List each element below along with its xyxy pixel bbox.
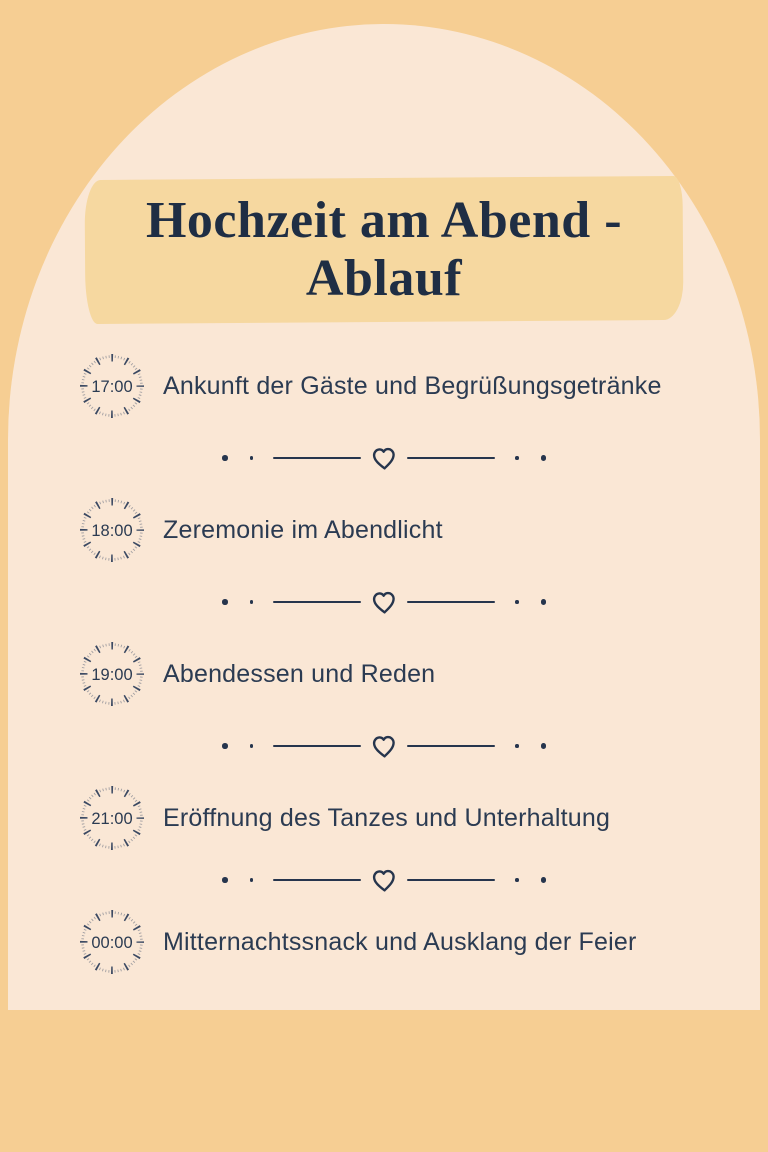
page-title: Hochzeit am Abend - Ablauf (145, 191, 623, 307)
divider-dot (515, 878, 519, 882)
divider-line (407, 601, 495, 604)
divider-dot (250, 744, 254, 748)
divider-dot (222, 743, 228, 749)
heart-divider (72, 865, 696, 895)
timeline-item (72, 642, 696, 706)
divider-dot (250, 600, 254, 604)
clock-icon (80, 498, 144, 562)
title-highlight-brush (85, 176, 684, 324)
clock-icon (80, 786, 144, 850)
divider-dot (250, 456, 254, 460)
clock-icon (80, 354, 144, 418)
heart-divider (72, 731, 696, 761)
heart-outline-icon (368, 442, 400, 474)
timeline-item (72, 910, 696, 974)
item-label: Ankunft der Gäste und Begrüßungsgetränke (163, 371, 662, 400)
divider-dot (222, 877, 228, 883)
heart-divider (72, 443, 696, 473)
item-label: Eröffnung des Tanzes und Unterhaltung (163, 803, 611, 832)
divider-dot (541, 455, 547, 461)
timeline (72, 354, 696, 974)
divider-line (407, 457, 495, 460)
divider-line (407, 745, 495, 748)
divider-dot (515, 600, 519, 604)
divider-dot (541, 599, 547, 605)
item-label: Zeremonie im Abendlicht (163, 515, 443, 544)
heart-divider (72, 587, 696, 617)
divider-dot (250, 878, 254, 882)
clock-icon (80, 642, 144, 706)
heart-outline-icon (368, 730, 400, 762)
timeline-item (72, 354, 696, 418)
divider-dot (222, 599, 228, 605)
time-label: 18:00 (91, 522, 133, 540)
arch-panel (8, 24, 760, 1010)
divider-line (273, 601, 361, 604)
clock-icon (80, 910, 144, 974)
heart-outline-icon (368, 586, 400, 618)
divider-dot (515, 744, 519, 748)
time-label: 19:00 (91, 666, 133, 684)
divider-dot (541, 743, 547, 749)
divider-dot (541, 877, 547, 883)
divider-line (273, 879, 361, 882)
timeline-item (72, 498, 696, 562)
timeline-item (72, 786, 696, 850)
time-label: 21:00 (91, 810, 133, 828)
heart-outline-icon (368, 864, 400, 896)
item-label: Abendessen und Reden (163, 659, 436, 688)
time-label: 17:00 (91, 378, 133, 396)
divider-line (273, 745, 361, 748)
item-label: Mitternachtssnack und Ausklang der Feier (163, 927, 637, 956)
divider-line (407, 879, 495, 882)
divider-line (273, 457, 361, 460)
divider-dot (222, 455, 228, 461)
time-label: 00:00 (91, 934, 133, 952)
divider-dot (515, 456, 519, 460)
